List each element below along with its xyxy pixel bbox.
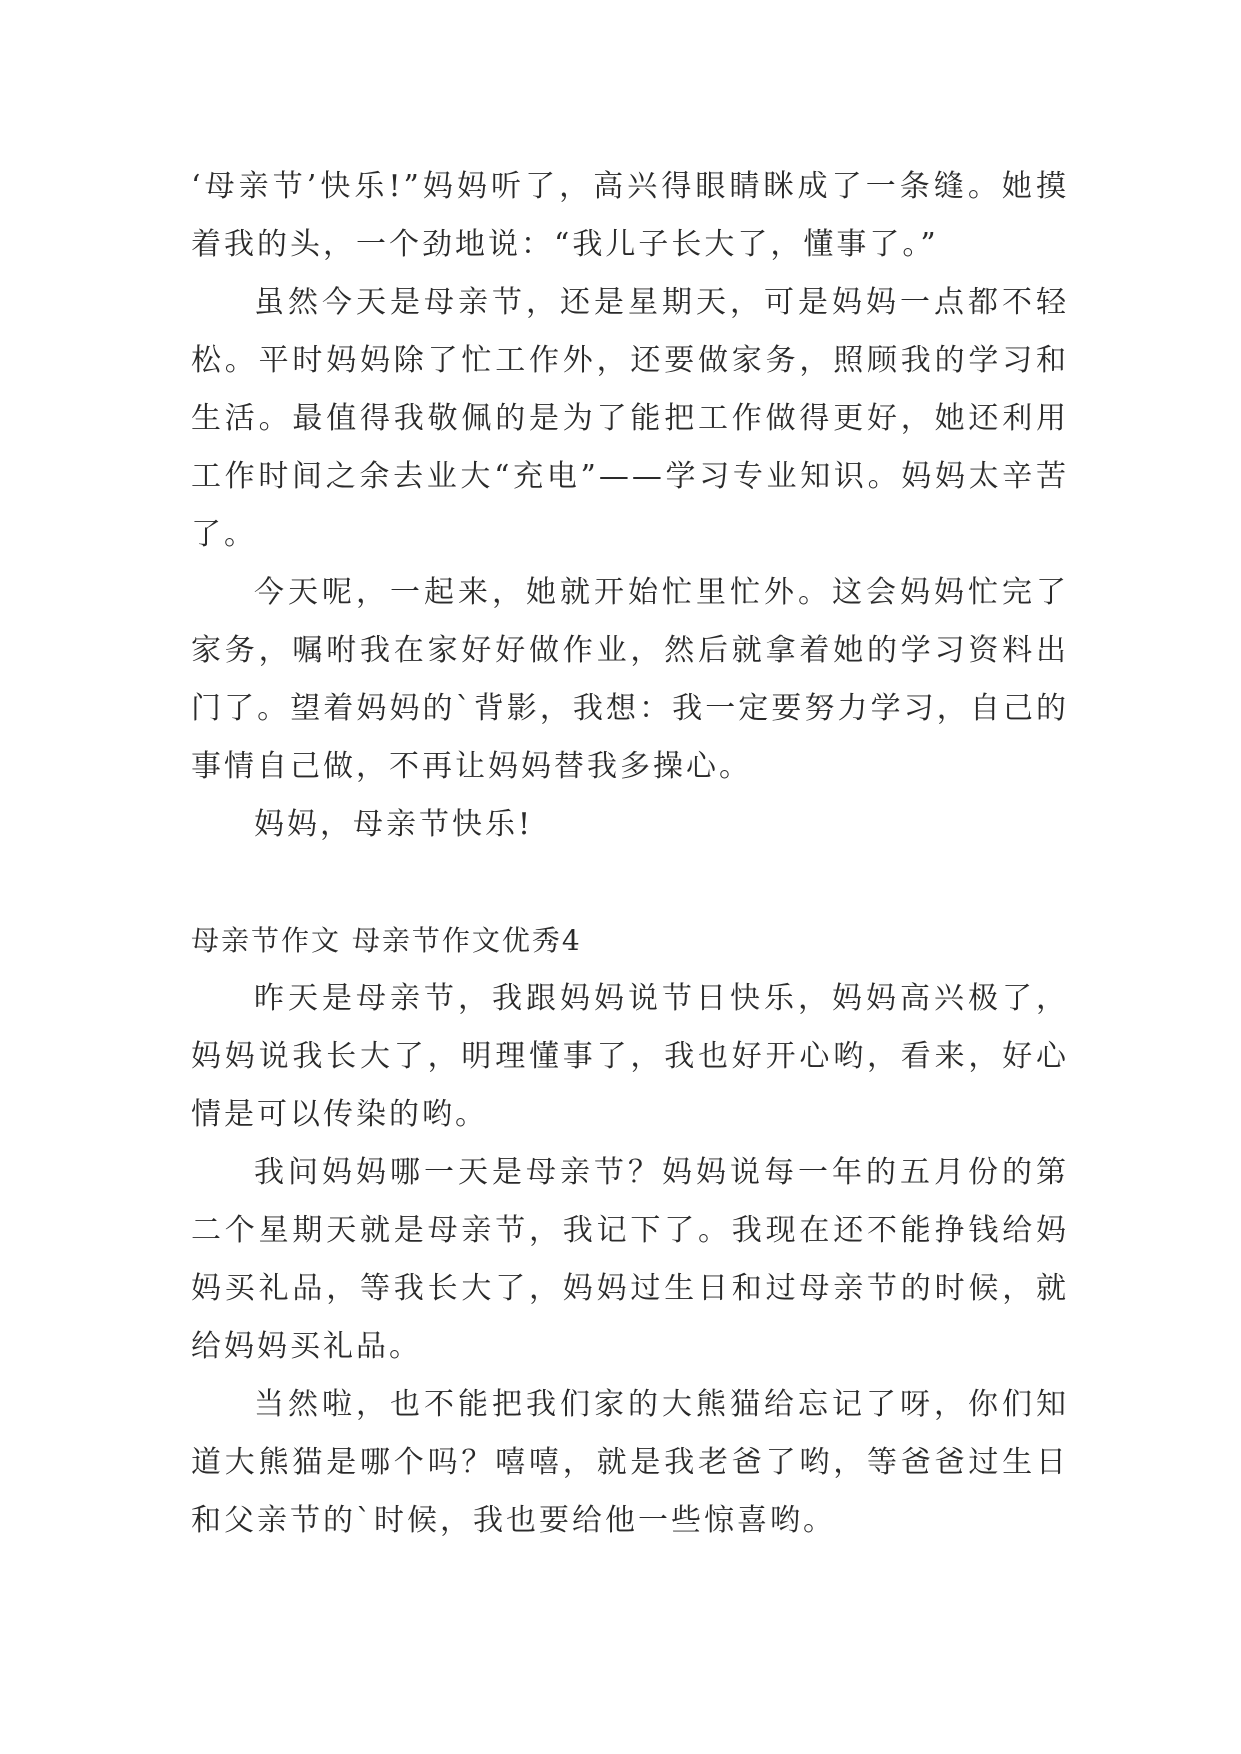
paragraph: 虽然今天是母亲节，还是星期天，可是妈妈一点都不轻松。平时妈妈除了忙工作外，还要做家务，照顾我的学习和生活。最值得我敬佩的是为了能把工作做得更好，她还利用工作时间之余去业大“充电”——学习专业知识。妈妈太辛苦了。	[191, 285, 1069, 552]
paragraph: 当然啦，也不能把我们家的大熊猫给忘记了呀，你们知道大熊猫是哪个吗？嘻嘻，就是我老爸了哟，等爸爸过生日和父亲节的`时候，我也要给他一些惊喜哟。	[191, 1387, 1069, 1538]
paragraph-continued: ‘母亲节’快乐!”妈妈听了，高兴得眼睛眯成了一条缝。她摸着我的头，一个劲地说：“我儿子长大了，懂事了。”	[191, 169, 1069, 262]
paragraph: 今天呢，一起来，她就开始忙里忙外。这会妈妈忙完了家务，嘱咐我在家好好做作业，然后就拿着她的学习资料出门了。望着妈妈的`背影，我想：我一定要努力学习，自己的事情自己做，不再让妈妈替我多操心。	[191, 575, 1069, 784]
paragraph: 昨天是母亲节，我跟妈妈说节日快乐，妈妈高兴极了，妈妈说我长大了，明理懂事了，我也好开心哟，看来，好心情是可以传染的哟。	[191, 981, 1069, 1132]
section-spacer	[191, 854, 1069, 912]
paragraph: 妈妈，母亲节快乐!	[254, 807, 534, 842]
section-heading: 母亲节作文 母亲节作文优秀4	[191, 924, 582, 957]
paragraph: 我问妈妈哪一天是母亲节？妈妈说每一年的五月份的第二个星期天就是母亲节，我记下了。我现在还不能挣钱给妈妈买礼品，等我长大了，妈妈过生日和过母亲节的时候，就给妈妈买礼品。	[191, 1155, 1069, 1364]
document-body	[191, 158, 1069, 1550]
